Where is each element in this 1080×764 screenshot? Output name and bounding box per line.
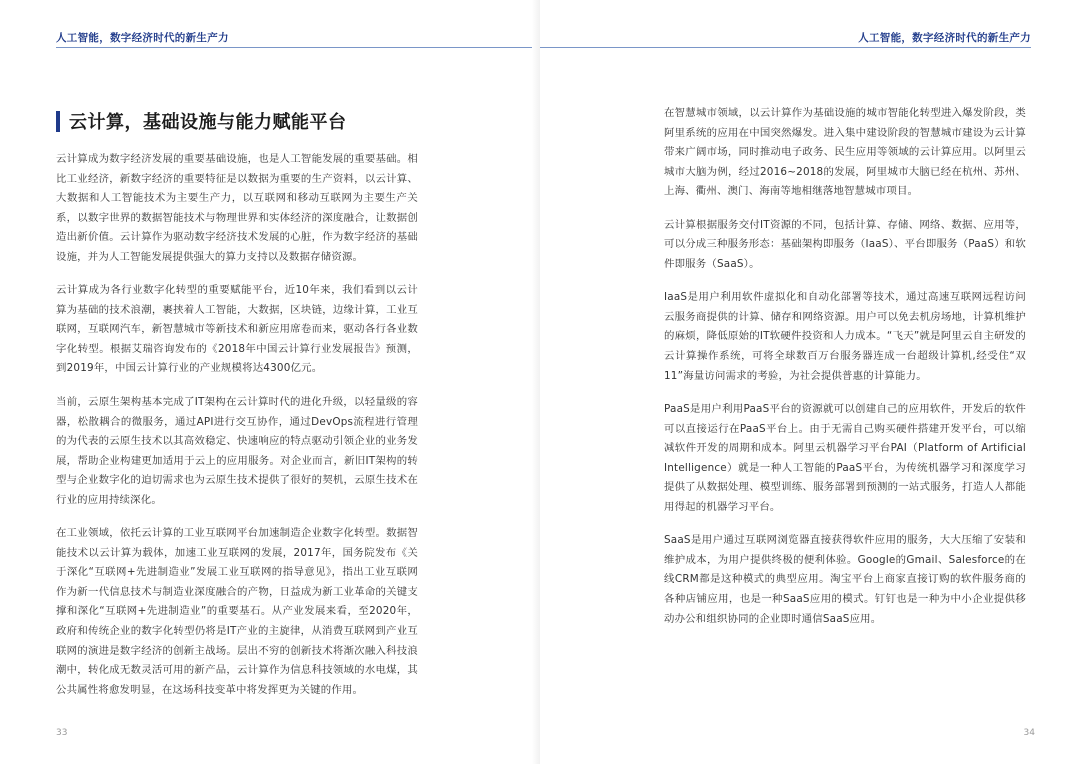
section-heading [56,108,347,134]
paragraph: 在工业领域，依托云计算的工业互联网平台加速制造企业数字化转型。数据智能技术以云计算为载体，加速工业互联网的发展，2017年，国务院发布《关于深化“互联网+先进制造业”发展工业互联网的指导意见》，指出工业互联网作为新一代信息技术与制造业深度融合的产物，日益成为新工业革命的关键支撑和深化“互联网+先进制造业”的重要基石。从产业发展来看，至2020年，政府和传统企业的数字化转型仍将是IT产业的主旋律，从消费互联网到产业互联网的演进是数字经济的创新主战场。层出不穷的创新技术将渐次融入科技浪潮中，转化成无数灵活可用的新产品，云计算作为信息科技领域的水电煤，其公共属性将愈发明显，在这场科技变革中将发挥更为关键的作用。 [56,527,418,696]
left-body-column [56,150,418,714]
page-number-left: 33 [56,728,68,738]
right-header-rule [540,47,1031,48]
left-header-rule [56,47,540,48]
right-page [540,0,1080,764]
paragraph: 云计算成为数字经济发展的重要基础设施，也是人工智能发展的重要基础。相比工业经济，新数字经济的重要特征是以数据为重要的生产资料，以云计算、大数据和人工智能技术为主要生产力，以互联网和移动互联网为主要生产关系，以数字世界的数据智能技术与物理世界和实体经济的深度融合，让数据创造出新价值。云计算作为驱动数字经济技术发展的心脏，作为数字经济的基础设施，并为人工智能发展提供强大的算力支持以及数据存储资源。 [56,153,418,263]
section-title: 云计算，基础设施与能力赋能平台 [69,112,347,133]
paragraph: 云计算根据服务交付IT资源的不同，包括计算、存储、网络、数据、应用等，可以分成三种服务形态：基础架构即服务（IaaS）、平台即服务（PaaS）和软件即服务（SaaS）。 [664,218,1026,270]
paragraph: 在智慧城市领域，以云计算作为基础设施的城市智能化转型进入爆发阶段，类阿里系统的应用在中国突然爆发。进入集中建设阶段的智慧城市建设为云计算带来广阔市场，同时推动电子政务、民生应用等领域的云计算应用。以阿里云城市大脑为例，经过2016~2018的发展，阿里城市大脑已经在杭州、苏州、上海、衢州、澳门、海南等地相继落地智慧城市项目。 [664,107,1026,198]
right-body-column [664,104,1026,643]
paragraph: 当前，云原生架构基本完成了IT架构在云计算时代的进化升级，以轻量级的容器，松散耦合的微服务，通过API进行交互协作，通过DevOps流程进行管理的为代表的云原生技术以其高效稳定、快速响应的特点驱动引领企业的业务发展，帮助企业构建更加适用于云上的应用服务。对企业而言，新旧IT架构的转型与企业数字化的迫切需求也为云原生技术提供了很好的契机，云原生技术在行业的应用持续深化。 [56,396,418,506]
paragraph: IaaS是用户利用软件虚拟化和自动化部署等技术，通过高速互联网远程访问云服务商提供的计算、储存和网络资源。用户可以免去机房场地，计算机维护的麻烦，降低原始的IT软硬件投资和人力成本。“飞天”就是阿里云自主研发的云计算操作系统，可将全球数百万台服务器连成一台超级计算机,经受住“双11”海量访问需求的考验，为社会提供普惠的计算能力。 [664,291,1026,382]
left-running-title: 人工智能，数字经济时代的新生产力 [56,32,229,44]
right-running-title: 人工智能，数字经济时代的新生产力 [858,32,1031,44]
paragraph: SaaS是用户通过互联网浏览器直接获得软件应用的服务，大大压缩了安装和维护成本，为用户提供终极的便利体验。Google的Gmail、Salesforce的在线CRM都是这种模式的典型应用。淘宝平台上商家直接订购的软件服务商的各种店铺应用，也是一种SaaS应用的模式。钉钉也是一种为中小企业提供移动办公和组织协同的企业即时通信SaaS应用。 [664,534,1026,625]
paragraph: 云计算成为各行业数字化转型的重要赋能平台，近10年来，我们看到以云计算为基础的技术浪潮，裹挟着人工智能，大数据，区块链，边缘计算，工业互联网，互联网汽车，新智慧城市等新技术和新应用席卷而来，驱动各行各业数字化转型。根据艾瑞咨询发布的《2018年中国云计算行业发展报告》预测，到2019年，中国云计算行业的产业规模将达4300亿元。 [56,284,418,375]
page-number-right: 34 [1023,728,1035,738]
paragraph: PaaS是用户利用PaaS平台的资源就可以创建自己的应用软件，开发后的软件可以直接运行在PaaS平台上。由于无需自己购买硬件搭建开发平台，可以缩减软件开发的周期和成本。阿里云机器学习平台PAI（Platform of Artificial Intelligence）就是一种人工智能的PaaS平台，为传统机器学习和深度学习提供了从数据处理、模型训练、服务部署到预测的一站式服务，打造人人都能用得起的机器学习平台。 [664,403,1026,513]
heading-accent-bar [56,111,60,132]
